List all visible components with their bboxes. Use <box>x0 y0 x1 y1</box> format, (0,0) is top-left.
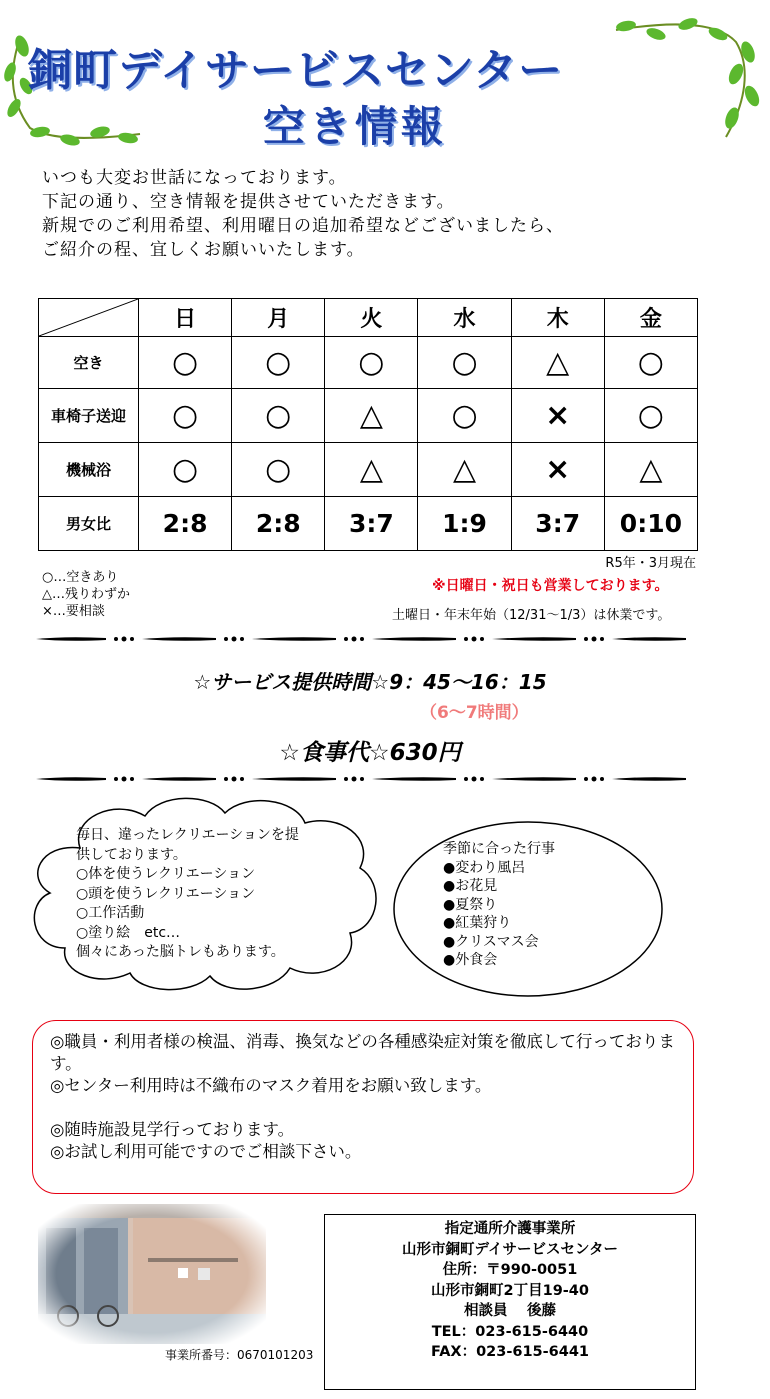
recreation-line: ○塗り絵 etc… <box>76 924 181 941</box>
table-cell: ○ <box>418 389 511 443</box>
legend-item: △…残りわずか <box>42 587 130 602</box>
table-row <box>39 389 698 443</box>
events-line: ●クリスマス会 <box>443 933 539 950</box>
contact-info-box <box>324 1214 696 1390</box>
day-header: 水 <box>418 299 511 337</box>
events-line: ●外食会 <box>443 952 498 968</box>
office-fax: FAX：023-615-6441 <box>430 1344 590 1360</box>
table-cell: 2:8 <box>232 497 325 551</box>
recreation-line: ○体を使うレクリエーション <box>76 866 256 882</box>
notice-line: ◎随時施設見学行っております。 <box>50 1120 295 1139</box>
table-cell: △ <box>418 443 511 497</box>
availability-table <box>38 298 698 551</box>
table-cell: × <box>511 389 604 443</box>
table-cell: 3:7 <box>511 497 604 551</box>
recreation-text <box>76 826 299 963</box>
service-hours-duration: （6～7時間） <box>420 703 529 723</box>
intro-line: 下記の通り、空き情報を提供させていただきます。 <box>42 192 455 212</box>
row-label: 車椅子送迎 <box>39 389 139 443</box>
table-row <box>39 497 698 551</box>
office-type: 指定通所介護事業所 <box>444 1221 576 1237</box>
table-cell: 1:9 <box>418 497 511 551</box>
table-cell: ○ <box>418 337 511 389</box>
day-header: 金 <box>604 299 697 337</box>
table-cell: △ <box>604 443 697 497</box>
recreation-line: 供しております。 <box>76 846 187 863</box>
page-title: 銅町デイサービスセンター <box>28 45 564 96</box>
recreation-line: 毎日、違ったレクリエーションを提 <box>76 827 299 843</box>
events-line: ●夏祭り <box>443 896 498 913</box>
closed-note: 土曜日・年末年始（12/31～1/3）は休業です。 <box>392 608 671 623</box>
intro-line: いつも大変お世話になっております。 <box>42 168 347 188</box>
notice-line: ◎職員・利用者様の検温、消毒、換気などの各種感染症対策を徹底して行っております。 <box>50 1032 675 1073</box>
intro-line: 新規でのご利用希望、利用曜日の追加希望などございましたら、 <box>42 216 564 236</box>
office-name: 山形市銅町デイサービスセンター <box>402 1241 618 1258</box>
table-cell: 0:10 <box>604 497 697 551</box>
notice-line: ◎センター利用時は不織布のマスク着用をお願い致します。 <box>50 1076 492 1095</box>
table-cell: ○ <box>604 389 697 443</box>
events-text <box>443 840 555 970</box>
intro-text <box>42 166 742 262</box>
notice-text <box>50 1031 680 1163</box>
table-cell: ○ <box>232 443 325 497</box>
day-header: 木 <box>511 299 604 337</box>
events-line: ●お花見 <box>443 878 498 894</box>
office-contact-person: 相談員 後藤 <box>463 1303 557 1319</box>
table-cell: ○ <box>232 337 325 389</box>
page-subtitle: 空き情報 <box>262 102 447 151</box>
table-cell: 3:7 <box>325 497 418 551</box>
table-cell: △ <box>511 337 604 389</box>
corner-cell <box>39 299 139 337</box>
day-header: 月 <box>232 299 325 337</box>
office-address: 山形市銅町2丁目19-40 <box>431 1282 589 1299</box>
divider <box>36 632 686 646</box>
recreation-line: 個々にあった脳トレもあります。 <box>76 944 285 960</box>
meal-cost: ☆食事代☆630円 <box>279 740 461 766</box>
table-cell: ○ <box>139 337 232 389</box>
day-header: 日 <box>139 299 232 337</box>
office-postal: 住所：〒990-0051 <box>442 1262 578 1278</box>
row-label: 機械浴 <box>39 443 139 497</box>
table-cell: ○ <box>325 337 418 389</box>
table-header-row <box>39 299 698 337</box>
divider <box>36 772 686 786</box>
intro-line: ご紹介の程、宜しくお願いいたします。 <box>42 240 365 260</box>
legend-item: ○…空きあり <box>42 570 119 585</box>
table-cell: ○ <box>604 337 697 389</box>
table-row <box>39 443 698 497</box>
table-row <box>39 337 698 389</box>
office-tel: TEL：023-615-6440 <box>431 1323 589 1340</box>
recreation-line: ○工作活動 <box>76 905 145 921</box>
table-cell: × <box>511 443 604 497</box>
row-label: 空き <box>39 337 139 389</box>
events-line: ●紅葉狩り <box>443 915 512 931</box>
legend-item: ×…要相談 <box>42 604 105 619</box>
day-header: 火 <box>325 299 418 337</box>
table-cell: △ <box>325 443 418 497</box>
service-hours: ☆サービス提供時間☆9：45～16：15 <box>193 670 547 694</box>
events-line: 季節に合った行事 <box>443 841 555 857</box>
table-cell: ○ <box>139 389 232 443</box>
table-cell: △ <box>325 389 418 443</box>
table-cell: 2:8 <box>139 497 232 551</box>
events-line: ●変わり風呂 <box>443 859 526 876</box>
as-of-date: R5年・3月現在 <box>605 556 696 571</box>
building-photo <box>38 1204 266 1344</box>
notice-line: ◎お試し利用可能ですのでご相談下さい。 <box>50 1142 362 1161</box>
registration-number: 事業所番号：0670101203 <box>165 1348 314 1362</box>
row-label: 男女比 <box>39 497 139 551</box>
table-cell: ○ <box>232 389 325 443</box>
open-days-note: ※日曜日・祝日も営業しております。 <box>432 578 669 594</box>
recreation-line: ○頭を使うレクリエーション <box>76 885 256 902</box>
table-cell: ○ <box>139 443 232 497</box>
legend <box>42 569 130 620</box>
